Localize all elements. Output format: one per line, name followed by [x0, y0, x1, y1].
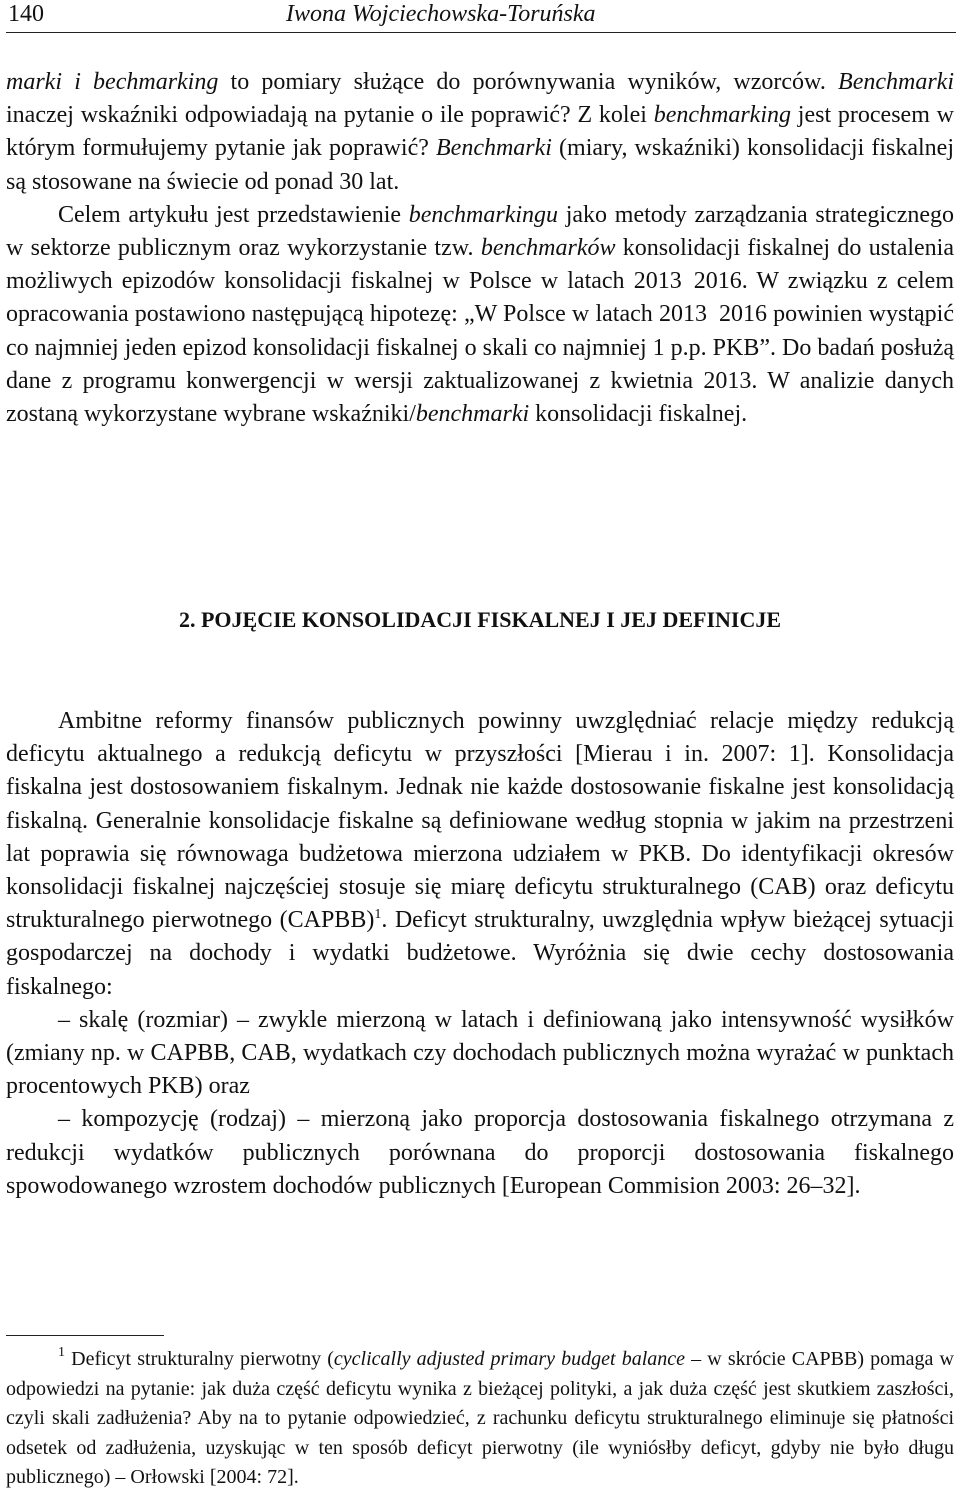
footnote: [6, 1345, 954, 1493]
intro-paragraph-1: [6, 66, 954, 199]
text-run: jako metody zarządzania strategicznego w sektorze publicznym oraz wykorzystanie tzw.: [6, 201, 954, 262]
text-run: (miary, wskaźniki) konsolidacji fiskalnej są stosowane na świecie od ponad 30 lat.: [6, 135, 954, 195]
text-run: Deficyt strukturalny pierwotny (: [65, 1348, 334, 1370]
list-item: – kompozycję (rodzaj) – mierzoną jako proporcja dostosowania fiskalnego otrzymana z redukcji wydatków publicznych porównana do proporcji dostosowania fiskalnego spowodowanego wzrostem dochodów publicznych [European Commision 2003: 26–32].: [6, 1106, 954, 1199]
footnote-text: [6, 1345, 954, 1493]
term-italic: benchmarki: [415, 401, 530, 428]
term-italic: benchmarków: [480, 235, 616, 262]
list-item: – skalę (rozmiar) – zwykle mierzoną w latach i definiowaną jako intensywność wysiłków (zmiany np. w CAPBB, CAB, wydatkach czy dochodach publicznych można wyrażać w punktach procentowych PKB) oraz: [6, 1006, 954, 1100]
text-run: . Deficyt strukturalny, uwzględnia wpływ bieżącej sytuacji gospodarczej na dochody i wydatki budżetowe. Wyróżnia się dwie cechy dostosowania fiskalnego:: [6, 907, 954, 1000]
footnote-number: 1: [58, 1345, 65, 1360]
text-run: jest procesem w którym formułujemy pytanie jak poprawić?: [6, 102, 954, 162]
text-run: – w skrócie CAPBB) pomaga w odpowiedzi na pytanie: jak duża część deficytu wynika z bieżącej polityki, a jak duża część jest skutkiem zaszłości, czyli skali zadłużenia? Aby na to pytanie odpowiedzieć, z rachunku deficytu strukturalnego eliminuje się płatności odsetek od zadłużenia, uzyskując w ten sposób deficyt pierwotny (ile wyniósłby deficyt, gdyby nie było długu publicznego) – Orłowski [2004: 72].: [6, 1348, 955, 1489]
section-text: [6, 705, 954, 1203]
text-run: inaczej wskaźniki odpowiadają na pytanie o ile poprawić? Z kolei: [6, 102, 654, 129]
page-number: 140: [8, 1, 44, 27]
text-run: Ambitne reformy finansów publicznych powinny uwzględniać relacje między redukcją deficytu aktualnego a redukcją deficytu w przyszłości [Mierau i in. 2007: 1]. Konsolidacja fiskalna jest dostosowaniem fiskalnym. Jednak nie każde dostosowanie fiskalne jest konsolidacją fiskalną. Generalnie konsolidacje fiskalne są definiowane według stopnia w jakim na przestrzeni lat poprawia się równowaga budżetowa mierzona udziałem w PKB. Do identyfikacji okresów konsolidacji fiskalnej najczęściej stosuje się miarę deficytu strukturalnego (CAB) oraz deficytu strukturalnego pierwotnego (CAPBB): [6, 708, 954, 934]
term-italic: Benchmarki: [436, 135, 552, 162]
term-italic: marki i bechmarking: [6, 69, 219, 95]
text-run: konsolidacji fiskalnej.: [529, 401, 748, 428]
page-header: [6, 0, 956, 33]
term-italic: cyclically adjusted primary budget balance: [333, 1348, 686, 1370]
term-italic: benchmarkingu: [408, 201, 559, 228]
term-italic: Benchmarki: [838, 69, 954, 95]
section-paragraph: [6, 705, 954, 1004]
text-run: to pomiary służące do porównywania wyników, wzorców.: [218, 69, 839, 95]
footnote-ref: 1: [374, 907, 382, 923]
intro-text: [6, 66, 954, 431]
intro-paragraph-2: [6, 199, 954, 431]
section-heading: 2. POJĘCIE KONSOLIDACJI FISKALNEJ I JEJ DEFINICJE: [178, 607, 782, 632]
text-run: Celem artykułu jest przedstawienie: [58, 201, 409, 228]
running-title: Iwona Wojciechowska-Toruńska: [286, 1, 596, 27]
footnote-divider: [6, 1335, 164, 1336]
text-run: konsolidacji fiskalnej do ustalenia możliwych epizodów konsolidacji fiskalnej w Polsce w latach 2013 2016. W związku z celem opracowania postawiono następującą hipotezę: „W Polsce w latach 2013 2016 powinien wystąpić co najmniej jeden epizod konsolidacji fiskalnej o skali co najmniej 1 p.p. PKB”. Do badań posłużą dane z programu konwergencji w wersji zaktualizowanej z kwietnia 2013. W analizie danych zostaną wykorzystane wybrane wskaźniki/: [6, 235, 954, 428]
term-italic: benchmarking: [653, 102, 791, 129]
